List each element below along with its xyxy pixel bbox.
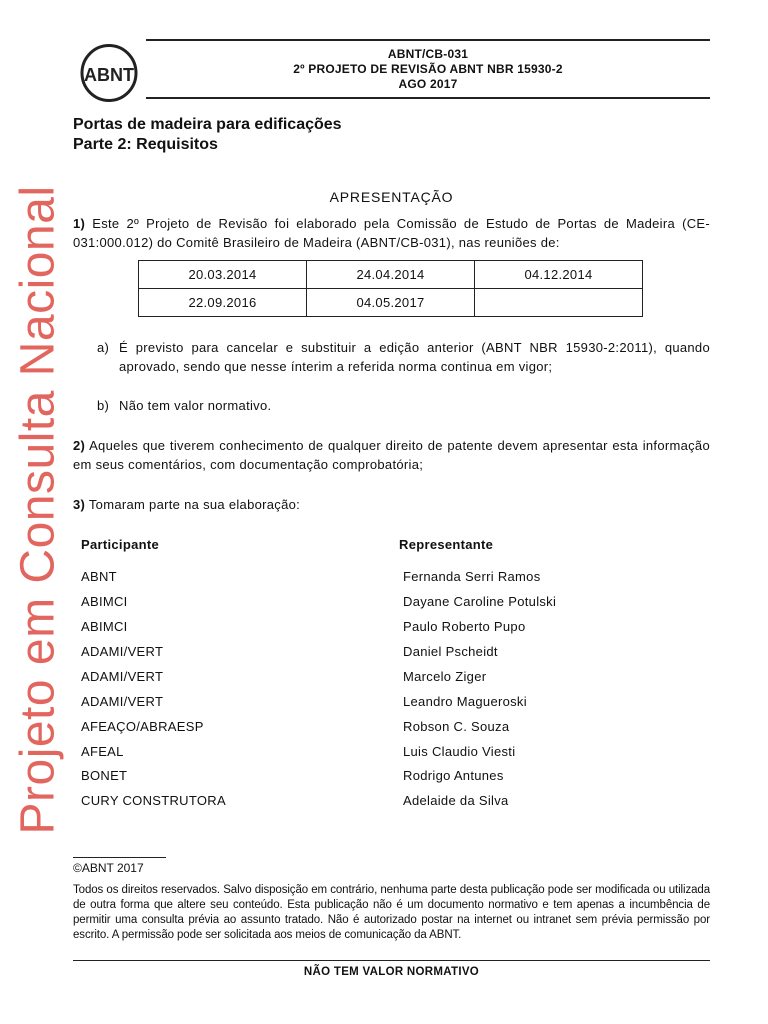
representative-name: Paulo Roberto Pupo [403, 619, 526, 634]
list-item-a-text: É previsto para cancelar e substituir a edição anterior (ABNT NBR 15930-2:2011), quando aprovado, sendo que nesse ínterim a referida norma continua em vigor; [119, 340, 710, 374]
list-item-a-label: a) [97, 340, 110, 355]
date-cell [475, 289, 643, 317]
date-cell: 24.04.2014 [307, 261, 475, 289]
representative-name: Adelaide da Silva [403, 793, 509, 808]
paragraph-3 [73, 495, 710, 514]
copyright-notice: ©ABNT 2017 [73, 861, 144, 875]
list-item-b-label: b) [97, 398, 110, 413]
participant-name: ABNT [81, 569, 117, 584]
representative-name: Rodrigo Antunes [403, 768, 504, 783]
participant-name: ADAMI/VERT [81, 669, 164, 684]
representative-name: Marcelo Ziger [403, 669, 487, 684]
representative-name: Fernanda Serri Ramos [403, 569, 541, 584]
header-top-rule [146, 39, 710, 41]
participant-name: BONET [81, 768, 128, 783]
participant-name: ABIMCI [81, 619, 128, 634]
date-cell: 20.03.2014 [139, 261, 307, 289]
footnote-rule [73, 857, 166, 858]
header-date: AGO 2017 [398, 77, 458, 91]
participant-name: AFEAÇO/ABRAESP [81, 719, 204, 734]
paragraph-2-number: 2) [73, 438, 86, 453]
paragraph-1-number: 1) [73, 216, 86, 231]
logo-text: ABNT [84, 65, 134, 85]
abnt-logo [80, 44, 138, 102]
date-cell: 04.12.2014 [475, 261, 643, 289]
representative-name: Luis Claudio Viesti [403, 744, 516, 759]
participant-name: CURY CONSTRUTORA [81, 793, 226, 808]
document-title: Portas de madeira para edificações [73, 116, 342, 133]
participant-name: ABIMCI [81, 594, 128, 609]
rights-statement: Todos os direitos reservados. Salvo disposição em contrário, nenhuma parte desta publicação pode ser modificada ou utilizada de outra forma que altere seu conteúdo. Esta publicação não é um documento normativo e tem apenas a incumbência de permitir uma consulta prévia ao assunto tratado. Não é autorizado postar na internet ou intranet sem prévia permissão por escrito. A permissão pode ser solicitada aos meios de comunicação da ABNT. [73, 884, 710, 941]
participant-name: ADAMI/VERT [81, 694, 164, 709]
watermark-text: Projeto em Consulta Nacional [11, 185, 65, 835]
representative-name: Daniel Pscheidt [403, 644, 498, 659]
participant-column-header: Participante [81, 537, 160, 552]
meeting-dates-table [138, 260, 643, 317]
paragraph-3-number: 3) [73, 497, 86, 512]
participant-name: AFEAL [81, 744, 124, 759]
paragraph-1 [73, 214, 710, 252]
header-committee: ABNT/CB-031 [387, 47, 469, 61]
footer-text: NÃO TEM VALOR NORMATIVO [303, 966, 480, 978]
representative-column-header: Representante [399, 537, 494, 552]
representative-name: Leandro Magueroski [403, 694, 527, 709]
representative-name: Robson C. Souza [403, 719, 510, 734]
header-project: 2º PROJETO DE REVISÃO ABNT NBR 15930-2 [293, 62, 563, 76]
table-row [139, 289, 643, 317]
paragraph-1-text: Este 2º Projeto de Revisão foi elaborado pela Comissão de Estudo de Portas de Madeira (CE-031:000.012) do Comitê Brasileiro de Madeira (ABNT/CB-031), nas reuniões de: [73, 216, 710, 250]
footer-rule [73, 960, 710, 961]
date-cell: 04.05.2017 [307, 289, 475, 317]
paragraph-2-text: Aqueles que tiverem conhecimento de qualquer direito de patente devem apresentar esta informação em seus comentários, com documentação comprobatória; [73, 438, 710, 472]
document-subtitle: Parte 2: Requisitos [73, 136, 218, 153]
table-row [139, 261, 643, 289]
representative-name: Dayane Caroline Potulski [403, 594, 557, 609]
date-cell: 22.09.2016 [139, 289, 307, 317]
list-item-b-text: Não tem valor normativo. [119, 398, 272, 413]
paragraph-2 [73, 436, 710, 474]
section-title: APRESENTAÇÃO [329, 189, 454, 205]
list-item-b [97, 396, 710, 415]
participant-name: ADAMI/VERT [81, 644, 164, 659]
paragraph-3-text: Tomaram parte na sua elaboração: [88, 497, 301, 512]
header-bottom-rule [146, 97, 710, 99]
list-item-a [97, 338, 710, 376]
